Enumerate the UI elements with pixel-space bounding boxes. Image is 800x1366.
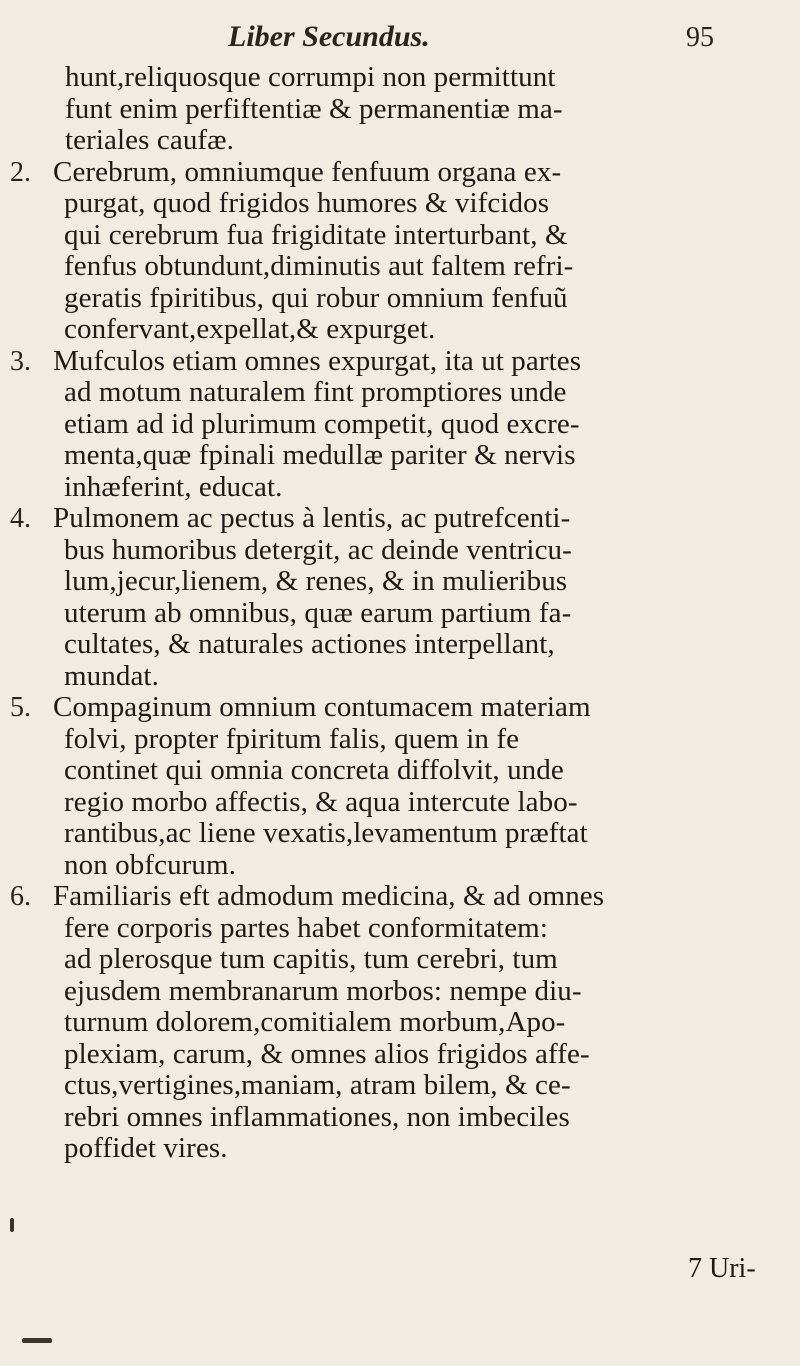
numbered-paragraph bbox=[0, 692, 800, 881]
page-header bbox=[0, 18, 800, 62]
text-line: fenfus obtundunt,diminutis aut faltem refri- bbox=[64, 250, 574, 282]
text-line: qui cerebrum fua frigiditate interturbant, & bbox=[64, 218, 568, 251]
text-line: rebri omnes inflammationes, non imbeciles bbox=[64, 1100, 570, 1133]
text-line: ad motum naturalem fint promptiores unde bbox=[64, 376, 567, 408]
text-line: regio morbo affectis, & aqua intercute labo- bbox=[64, 785, 578, 818]
text-line: continet qui omnia concreta diffolvit, unde bbox=[64, 754, 564, 786]
paragraph-number: 2. bbox=[10, 156, 31, 188]
text-line: bus humoribus detergit, ac deinde ventricu- bbox=[64, 533, 572, 566]
body-text bbox=[0, 62, 800, 1165]
paragraph-number: 6. bbox=[10, 881, 31, 912]
text-line: Pulmonem ac pectus à lentis, ac putrefcenti- bbox=[53, 502, 571, 534]
text-line: non obfcurum. bbox=[64, 848, 237, 881]
text-line: ad plerosque tum capitis, tum cerebri, tum bbox=[64, 943, 558, 975]
text-line: Compaginum omnium contumacem materiam bbox=[53, 691, 591, 723]
text-line: turnum dolorem,comitialem morbum,Apo- bbox=[64, 1006, 566, 1038]
numbered-paragraph bbox=[0, 157, 800, 346]
text-line: poffidet vires. bbox=[64, 1132, 228, 1164]
running-title: Liber Secundus. bbox=[228, 20, 430, 53]
text-line: mundat. bbox=[64, 659, 159, 692]
text-line: Familiaris eft admodum medicina, & ad omnes bbox=[53, 880, 605, 912]
text-line: funt enim perfiftentiæ & permanentiæ ma- bbox=[65, 92, 563, 125]
page-number: 95 bbox=[686, 22, 714, 53]
text-line: hunt,reliquosque corrumpi non permittunt bbox=[65, 61, 556, 93]
text-line: lum,jecur,lienem, & renes, & in mulieribus bbox=[64, 565, 568, 597]
numbered-paragraph bbox=[0, 881, 800, 1165]
text-line: Cerebrum, omniumque fenfuum organa ex- bbox=[53, 155, 562, 188]
paragraph-number: 5. bbox=[10, 692, 31, 723]
text-line: fere corporis partes habet conformitatem: bbox=[64, 911, 549, 944]
numbered-paragraph bbox=[0, 503, 800, 692]
text-line: plexiam, carum, & omnes alios frigidos affe- bbox=[64, 1037, 590, 1070]
text-line: teriales caufæ. bbox=[65, 124, 234, 156]
text-line: ctus,vertigines,maniam, atram bilem, & ce- bbox=[64, 1069, 571, 1101]
text-line: ejusdem membranarum morbos: nempe diu- bbox=[64, 974, 582, 1007]
text-line: inhæferint, educat. bbox=[64, 470, 283, 503]
text-line: uterum ab omnibus, quæ earum partium fa- bbox=[64, 596, 572, 629]
paragraph-number: 4. bbox=[10, 503, 31, 534]
catchword: 7 Uri- bbox=[688, 1253, 756, 1284]
numbered-paragraphs bbox=[0, 157, 800, 1165]
opening-paragraph bbox=[0, 62, 800, 157]
text-line: purgat, quod frigidos humores & vifcidos bbox=[64, 187, 550, 219]
text-line: cultates, & naturales actiones interpellant, bbox=[64, 628, 555, 660]
ink-blot bbox=[10, 1218, 14, 1232]
ink-blot bbox=[22, 1338, 52, 1343]
text-line: confervant,expellat,& expurget. bbox=[64, 313, 436, 345]
text-line: geratis fpiritibus, qui robur omnium fenfuũ bbox=[64, 281, 568, 314]
text-line: Mufculos etiam omnes expurgat, ita ut partes bbox=[53, 344, 582, 377]
numbered-paragraph bbox=[0, 346, 800, 504]
text-line: etiam ad id plurimum competit, quod excre- bbox=[64, 407, 580, 440]
text-line: rantibus,ac liene vexatis,levamentum præftat bbox=[64, 817, 588, 849]
paragraph-number: 3. bbox=[10, 345, 31, 377]
text-line: menta,quæ fpinali medullæ pariter & nervis bbox=[64, 439, 576, 471]
text-line: folvi, propter fpiritum falis, quem in fe bbox=[64, 722, 520, 755]
